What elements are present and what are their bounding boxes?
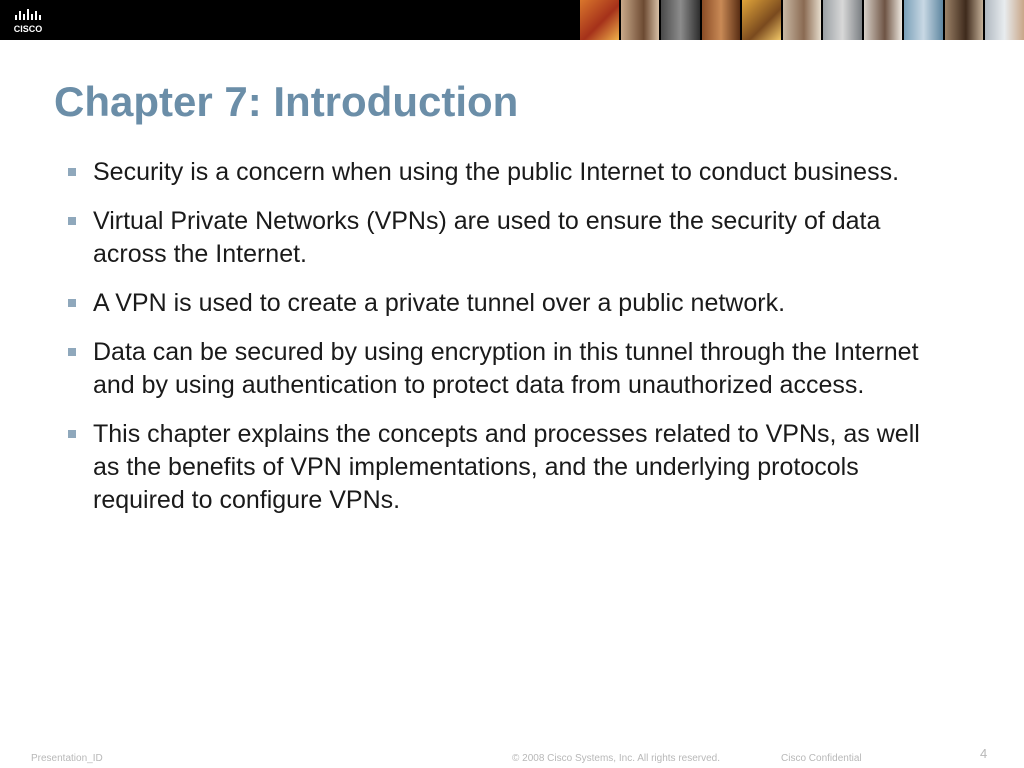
bullet-list	[66, 156, 946, 533]
square-bullet-icon	[68, 348, 76, 356]
header-photo-strip	[580, 0, 1024, 40]
bullet-item	[66, 287, 946, 320]
bullet-text: Security is a concern when using the public Internet to conduct business.	[93, 158, 900, 186]
header-photo	[580, 0, 619, 40]
cisco-logo	[6, 4, 58, 36]
square-bullet-icon	[68, 217, 76, 225]
bullet-text: Virtual Private Networks (VPNs) are used to ensure the security of data across the Internet.	[93, 207, 881, 268]
header-photo	[823, 0, 862, 40]
footer-copyright: © 2008 Cisco Systems, Inc. All rights reserved.	[512, 753, 721, 764]
header-photo	[661, 0, 700, 40]
page-number: 4	[980, 746, 988, 761]
footer-confidential: Cisco Confidential	[781, 753, 862, 764]
header-photo	[864, 0, 903, 40]
cisco-bridge-icon	[15, 9, 41, 20]
bullet-item	[66, 205, 946, 271]
bullet-text: This chapter explains the concepts and processes related to VPNs, as well as the benefits of VPN implementations, and the underlying protocols required to configure VPNs.	[93, 420, 920, 514]
footer-presentation-id: Presentation_ID	[31, 753, 103, 764]
square-bullet-icon	[68, 299, 76, 307]
bullet-item	[66, 156, 946, 189]
slide-title: Chapter 7: Introduction	[54, 78, 519, 125]
header-band	[0, 0, 1024, 40]
header-photo	[945, 0, 984, 40]
bullet-text: A VPN is used to create a private tunnel over a public network.	[93, 289, 786, 317]
bullet-text: Data can be secured by using encryption in this tunnel through the Internet and by using authentication to protect data from unauthorized access.	[93, 338, 919, 399]
header-photo	[702, 0, 741, 40]
header-photo	[621, 0, 660, 40]
header-photo	[904, 0, 943, 40]
square-bullet-icon	[68, 168, 76, 176]
square-bullet-icon	[68, 430, 76, 438]
cisco-wordmark: CISCO	[13, 24, 43, 34]
header-photo	[783, 0, 822, 40]
header-photo	[985, 0, 1024, 40]
header-photo	[742, 0, 781, 40]
bullet-item	[66, 418, 946, 517]
bullet-item	[66, 336, 946, 402]
